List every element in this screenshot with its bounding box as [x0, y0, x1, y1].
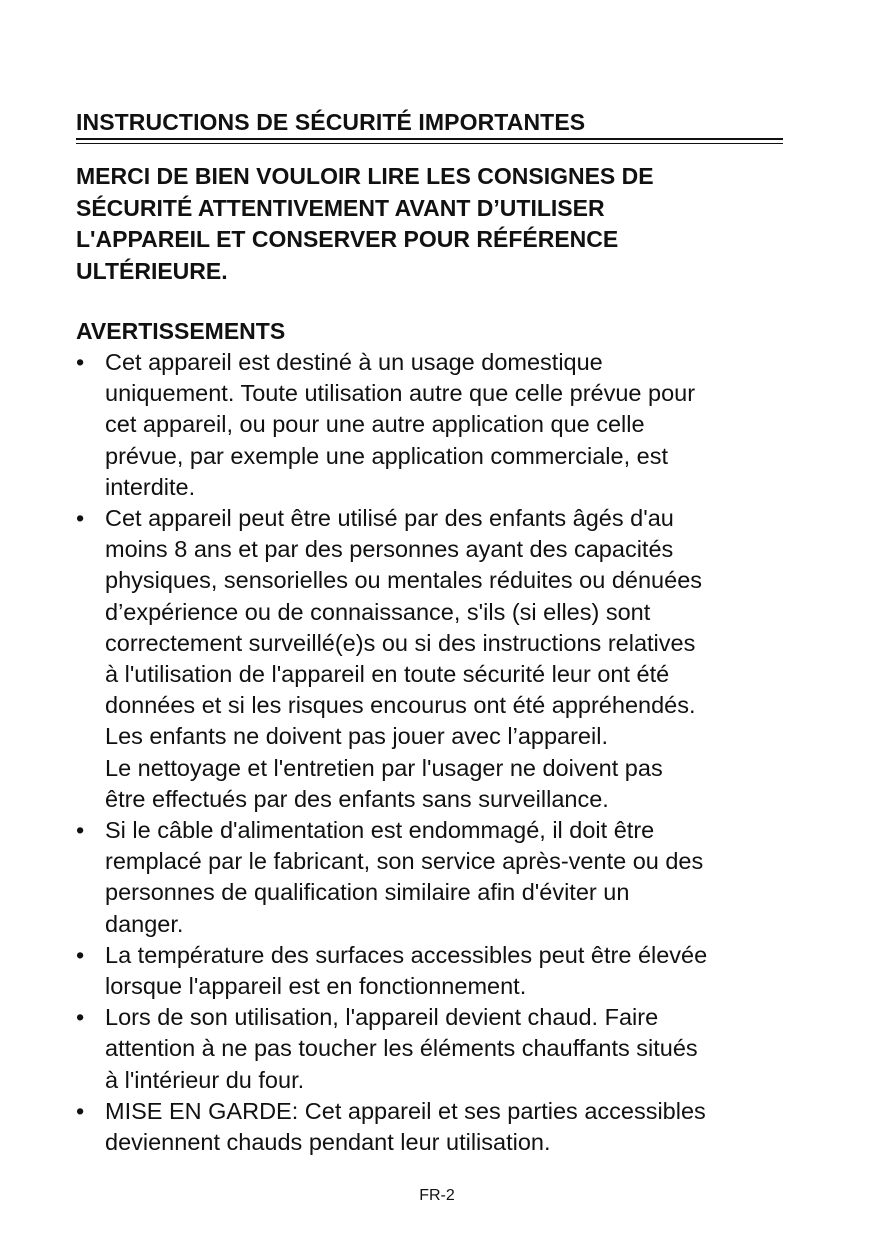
intro-notice	[76, 161, 796, 287]
bullet-icon: •	[76, 1004, 85, 1031]
warning-item	[76, 1096, 816, 1158]
bullet-icon: •	[76, 817, 85, 844]
warning-line: Si le câble d'alimentation est endommagé, il doit être	[105, 817, 655, 844]
warning-line: cet appareil, ou pour une autre application que celle	[105, 411, 645, 438]
warning-line: être effectués par des enfants sans surveillance.	[105, 785, 609, 812]
warning-item	[76, 347, 816, 503]
warnings-heading: AVERTISSEMENTS	[76, 318, 286, 344]
warning-item	[76, 940, 816, 1002]
bullet-icon: •	[76, 505, 85, 532]
warning-line: à l'utilisation de l'appareil en toute sécurité leur ont été	[105, 661, 670, 688]
warning-line: Cet appareil est destiné à un usage domestique	[105, 349, 603, 375]
warning-line: uniquement. Toute utilisation autre que celle prévue pour	[105, 380, 696, 407]
warning-line: correctement surveillé(e)s ou si des instructions relatives	[105, 629, 696, 656]
warning-line: deviennent chauds pendant leur utilisation.	[105, 1129, 551, 1156]
warning-line: danger.	[105, 910, 184, 937]
section-title: INSTRUCTIONS DE SÉCURITÉ IMPORTANTES	[76, 109, 586, 135]
intro-line: ULTÉRIEURE.	[76, 257, 228, 284]
bullet-icon: •	[76, 349, 85, 375]
warning-line: Le nettoyage et l'entretien par l'usager ne doivent pas	[105, 754, 663, 781]
page-number: FR-2	[419, 1187, 455, 1204]
warning-line: Cet appareil peut être utilisé par des enfants âgés d'au	[105, 505, 674, 532]
title-rule-thin	[76, 143, 783, 144]
warning-line: d’expérience ou de connaissance, s'ils (si elles) sont	[105, 598, 651, 625]
warning-line: MISE EN GARDE: Cet appareil et ses parties accessibles	[105, 1097, 706, 1124]
warning-line: Lors de son utilisation, l'appareil devient chaud. Faire	[105, 1004, 659, 1031]
warning-line: attention à ne pas toucher les éléments chauffants situés	[105, 1035, 698, 1062]
bullet-icon: •	[76, 1097, 85, 1124]
warning-line: interdite.	[105, 473, 196, 500]
warning-line: à l'intérieur du four.	[105, 1066, 305, 1093]
warning-line: personnes de qualification similaire afin d'éviter un	[105, 879, 630, 906]
warning-line: remplacé par le fabricant, son service après-vente ou des	[105, 848, 704, 875]
warning-line: moins 8 ans et par des personnes ayant des capacités	[105, 536, 674, 563]
warning-item	[76, 503, 816, 815]
warnings-list	[76, 347, 816, 1158]
intro-line: SÉCURITÉ ATTENTIVEMENT AVANT D’UTILISER	[76, 194, 605, 221]
intro-line: L'APPAREIL ET CONSERVER POUR RÉFÉRENCE	[76, 226, 619, 252]
warning-item	[76, 815, 816, 940]
warning-line: données et si les risques encourus ont été appréhendés.	[105, 692, 696, 719]
bullet-icon: •	[76, 941, 85, 968]
title-rule-thick	[76, 138, 783, 140]
warning-line: prévue, par exemple une application commerciale, est	[105, 442, 668, 469]
warning-line: physiques, sensorielles ou mentales réduites ou dénuées	[105, 567, 703, 594]
warning-line: Les enfants ne doivent pas jouer avec l’appareil.	[105, 723, 608, 750]
warning-line: lorsque l'appareil est en fonctionnement.	[105, 973, 527, 1000]
warning-item	[76, 1002, 816, 1096]
warning-line: La température des surfaces accessibles peut être élevée	[105, 941, 708, 968]
intro-line: MERCI DE BIEN VOULOIR LIRE LES CONSIGNES DE	[76, 163, 654, 189]
